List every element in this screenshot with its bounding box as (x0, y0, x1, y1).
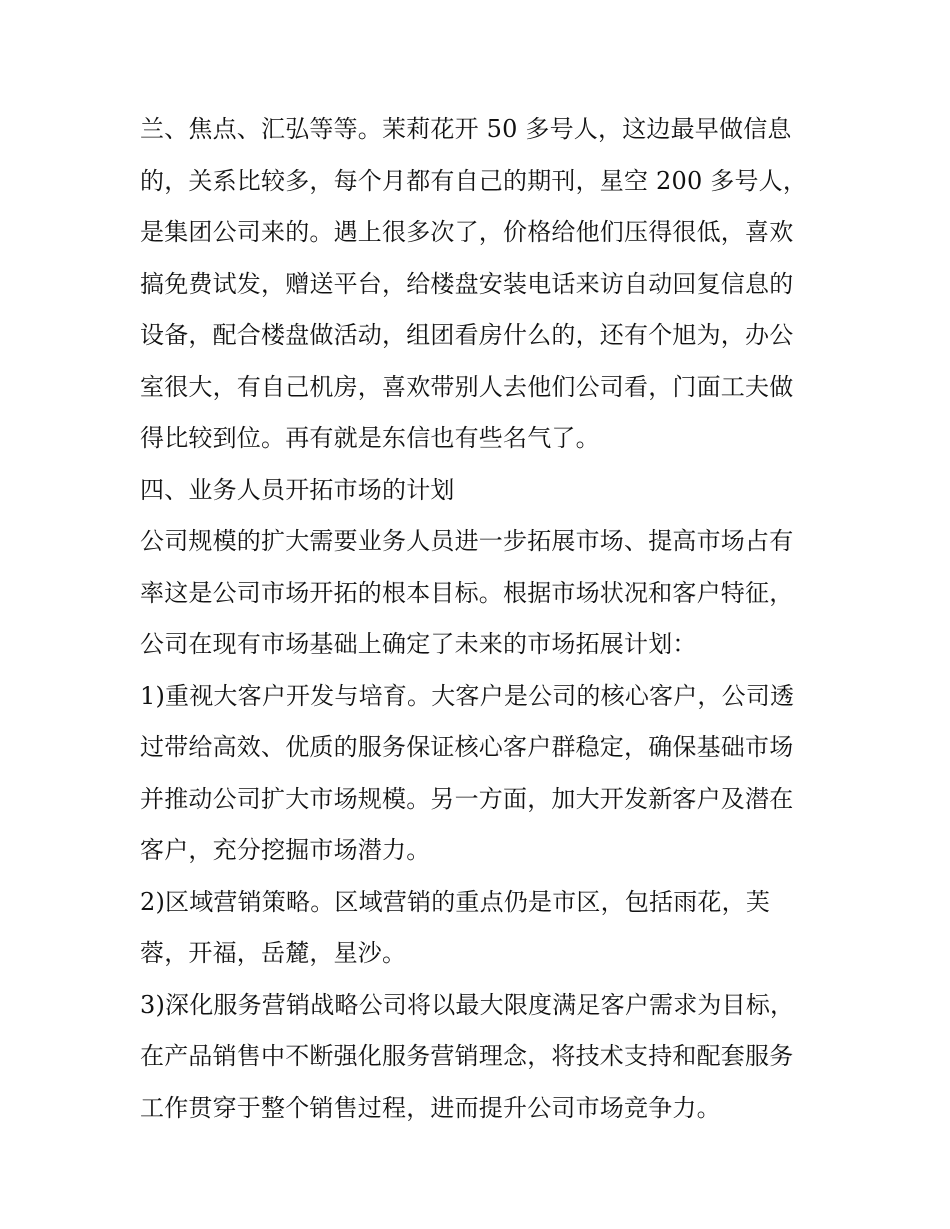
text-line: 过带给高效、优质的服务保证核心客户群稳定，确保基础市场 (140, 733, 794, 761)
text-line: 工作贯穿于整个销售过程，进而提升公司市场竞争力。 (140, 1093, 721, 1122)
text-line: 的，关系比较多，每个月都有自己的期刊，星空 200 多号人， (140, 166, 808, 195)
document-body (140, 104, 820, 1134)
text-line: 是集团公司来的。遇上很多次了，价格给他们压得很低，喜欢 (140, 218, 794, 246)
text-line: 客户，充分挖掘市场潜力。 (140, 836, 431, 864)
text-line: 公司规模的扩大需要业务人员进一步拓展市场、提高市场占有 (140, 527, 794, 555)
paragraph-competitors (140, 104, 820, 465)
section-heading (140, 465, 820, 517)
text-line: 公司在现有市场基础上确定了未来的市场拓展计划： (140, 630, 697, 658)
text-line: 得比较到位。再有就是东信也有些名气了。 (140, 424, 600, 452)
text-line: 1)重视大客户开发与培育。大客户是公司的核心客户，公司透 (140, 681, 795, 710)
text-line: 兰、焦点、汇弘等等。茉莉花开 50 多号人，这边最早做信息 (140, 115, 792, 143)
text-line: 2)区域营销策略。区域营销的重点仍是市区，包括雨花，芙 (140, 887, 771, 916)
text-line: 室很大，有自己机房，喜欢带别人去他们公司看，门面工夫做 (140, 372, 794, 401)
text-line: 率这是公司市场开拓的根本目标。根据市场状况和客户特征， (140, 578, 794, 607)
text-line: 3)深化服务营销战略公司将以最大限度满足客户需求为目标， (140, 990, 795, 1019)
paragraph-item-3 (140, 980, 820, 1135)
text-line: 蓉，开福，岳麓，星沙。 (140, 939, 407, 967)
text-line: 设备，配合楼盘做活动，组团看房什么的，还有个旭为，办公 (140, 321, 794, 349)
paragraph-item-1 (140, 671, 820, 877)
text-line: 搞免费试发，赠送平台，给楼盘安装电话来访自动回复信息的 (140, 269, 794, 298)
section-heading-text: 四、业务人员开拓市场的计划 (140, 475, 455, 504)
text-line: 并推动公司扩大市场规模。另一方面，加大开发新客户及潜在 (140, 784, 794, 813)
paragraph-intro (140, 516, 820, 671)
paragraph-item-2 (140, 877, 820, 980)
text-line: 在产品销售中不断强化服务营销理念，将技术支持和配套服务 (140, 1042, 794, 1070)
